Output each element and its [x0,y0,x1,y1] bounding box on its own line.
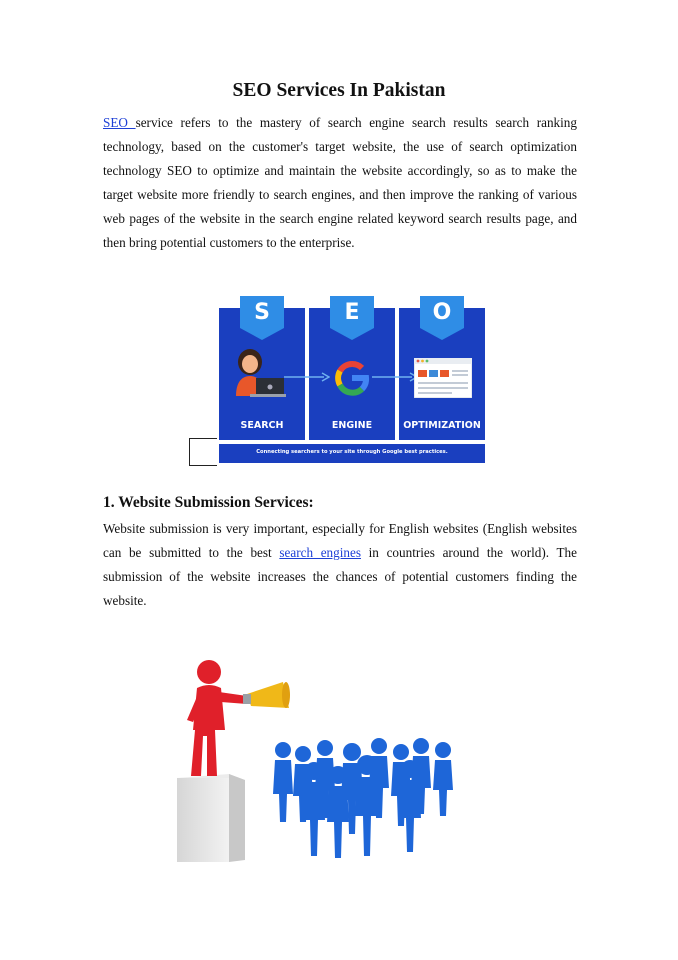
megaphone-icon [243,682,290,708]
section-heading: 1. Website Submission Services: [103,494,314,511]
badge-s [240,296,284,340]
seo-footer-text: Connecting searchers to your site through Google best practices. [256,449,448,455]
optimization-label: OPTIMIZATION [403,420,481,431]
person-laptop-icon [232,348,290,398]
intro-paragraph [103,111,577,255]
arrow-right-icon [372,372,418,382]
badge-letter: O [432,300,452,325]
podium-icon [177,774,245,862]
seo-link[interactable]: SEO [103,115,136,130]
browser-window-icon [414,358,472,398]
page-title: SEO Services In Pakistan [232,80,446,101]
speaker-figure-icon [187,660,247,776]
intro-text: service refers to the mastery of search engine search results search ranking technology, based on the customer's target website, the use of search optimization technology SEO to optimize and maintain the website accordingly, so as to make the target website more friendly to search engines, and then improve the ranking of various web pages of the website in the search engine related keyword search results page, and then bring potential customers to the enterprise. [103,115,577,250]
empty-frame [189,438,217,466]
badge-letter: E [344,300,360,325]
arrow-right-icon [284,372,330,382]
megaphone-crowd-illustration [165,650,465,870]
section1-paragraph [103,517,577,613]
crowd-icon [273,738,453,858]
section1-text-before: Website submission is very important, especially for English websites (English websites can be submitted to the best [103,521,577,560]
badge-e [330,296,374,340]
search-engines-link[interactable]: search engines [279,545,361,560]
badge-letter: S [254,300,270,325]
badge-o [420,296,464,340]
search-label: SEARCH [240,420,284,431]
seo-footer-bar [219,444,485,463]
google-g-icon [332,358,372,398]
seo-graphic [218,296,486,464]
section1-text-after: in countries around the world). The submission of the website increases the chances of potential customers finding the website. [103,545,578,608]
engine-label: ENGINE [331,420,373,431]
